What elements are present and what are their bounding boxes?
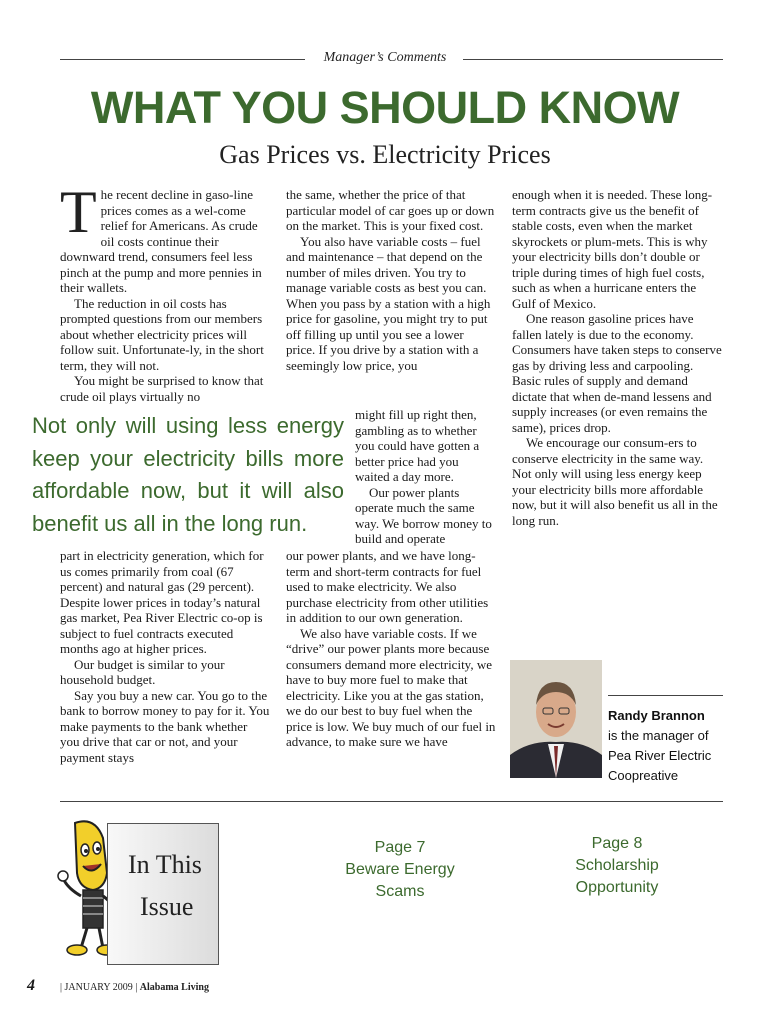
teaser-page-7-number: Page 7	[374, 839, 426, 856]
column-1-top	[60, 179, 270, 404]
col1-p1: he recent decline in gaso-line prices comes as a wel-come relief for Americans. As crude oil costs continue their downward trend, consumers feel less pinch at the pump and more pennies in their wallets.	[60, 187, 262, 295]
subhead: Gas Prices vs. Electricity Prices	[219, 140, 551, 169]
col2-p2: You also have variable costs – fuel and maintenance – that depend on the number of miles driven. You try to manage variable costs as best you can. When you pass by a station with a high price for gasoline, you might try to put off filling up until you see a lower price. If you drive by a station with a seemingly low price, you	[286, 233, 491, 373]
column-2-mid	[355, 407, 496, 547]
page-number: 4	[27, 977, 35, 994]
teaser-page-8-number: Page 8	[591, 835, 643, 852]
column-2-bottom	[286, 548, 496, 750]
teaser-page-7[interactable]	[330, 837, 470, 903]
col3-p3: We encourage our consum-ers to conserve electricity in the same way. Not only will using less energy keep your electricity bills more affordable now, but it will also benefit us all in the long run.	[512, 435, 718, 528]
footer-sep-2: |	[135, 982, 138, 993]
manager-name: Randy Brannon	[608, 708, 705, 723]
pull-quote: Not only will using less energy keep your electricity bills more affordable now, but it will also benefit us all in the long run.	[32, 413, 344, 536]
manager-bio	[608, 706, 723, 786]
teaser-page-8-title: Scholarship Opportunity	[575, 857, 659, 896]
footer-date: JANUARY 2009	[64, 982, 133, 993]
column-3	[512, 187, 722, 528]
header-rule-left	[60, 59, 305, 60]
col2-p1: the same, whether the price of that particular model of car goes up or down on the market. This is your fixed cost.	[286, 187, 495, 233]
teaser-page-8[interactable]	[555, 833, 679, 899]
footer-publication: Alabama Living	[139, 982, 209, 993]
footer-sep-1: |	[60, 982, 63, 993]
footer-info	[60, 982, 209, 993]
headline: WHAT YOU SHOULD KNOW	[90, 82, 680, 133]
col2b-p1: our power plants, and we have long-term and short-term contracts for fuel used to make electricity. We also purchase electricity from other utilities in addition to our own generation.	[286, 548, 489, 625]
in-this-issue-line1: In This	[128, 850, 202, 879]
header-rule-right	[463, 59, 723, 60]
col1b-p2: Our budget is similar to your household budget.	[60, 656, 225, 687]
col3-p1: enough when it is needed. These long-term contracts give us the benefit of stable costs, even when the market skyrockets or plum-mets. This is why your electricity bills don’t double or triple during times of high fuel costs, such as when a hurricane enters the Gulf of Mexico.	[512, 187, 713, 311]
col1-p2: The reduction in oil costs has prompted questions from our members about whether electricity prices will follow suit. Unfortunate-ly, in the short term, they will not.	[60, 295, 264, 373]
col2m-p1: might fill up right then, gambling as to whether you could have gotten a better price had you waited a day more.	[355, 407, 480, 484]
section-label: Manager’s Comments	[323, 50, 447, 65]
column-2-top	[286, 187, 496, 373]
col1b-p1: part in electricity generation, which for us comes primarily from coal (67 percent) and natural gas (29 percent). Despite lower prices in today’s natural gas market, Pea River Electric co-op is subject to fuel contracts executed months ago at higher prices.	[60, 548, 264, 656]
col3-p2: One reason gasoline prices have fallen lately is due to the economy. Consumers have taken steps to conserve gas by driving less and carpooling. Basic rules of supply and demand dictate that when de-mand lessens and supply increases (or even remains the same), prices drop.	[512, 311, 722, 435]
col1-p3: You might be surprised to know that crude oil plays virtually no	[60, 373, 264, 404]
drop-cap: T	[60, 179, 97, 245]
column-1-bottom	[60, 548, 270, 765]
manager-photo	[510, 660, 602, 778]
col1b-p3: Say you buy a new car. You go to the bank to borrow money to pay for it. You make payments to the bank whether you drive that car or not, and your payment stays	[60, 687, 270, 765]
manager-desc: is the manager of Pea River Electric Coopreative	[608, 728, 712, 783]
bio-rule	[608, 695, 723, 696]
bottom-rule	[60, 801, 723, 802]
col2b-p2: We also have variable costs. If we “drive” our power plants more because consumers demand more electricity, we have to buy more fuel to make that electricity. Like you at the gas station, we do our best to buy fuel when the price is low. We buy much of our fuel in advance, to make sure we have	[286, 625, 496, 749]
col2m-p2: Our power plants operate much the same way. We borrow money to build and operate	[355, 484, 492, 546]
in-this-issue-line2: Issue	[140, 892, 194, 921]
teaser-page-7-title: Beware Energy Scams	[345, 861, 455, 900]
